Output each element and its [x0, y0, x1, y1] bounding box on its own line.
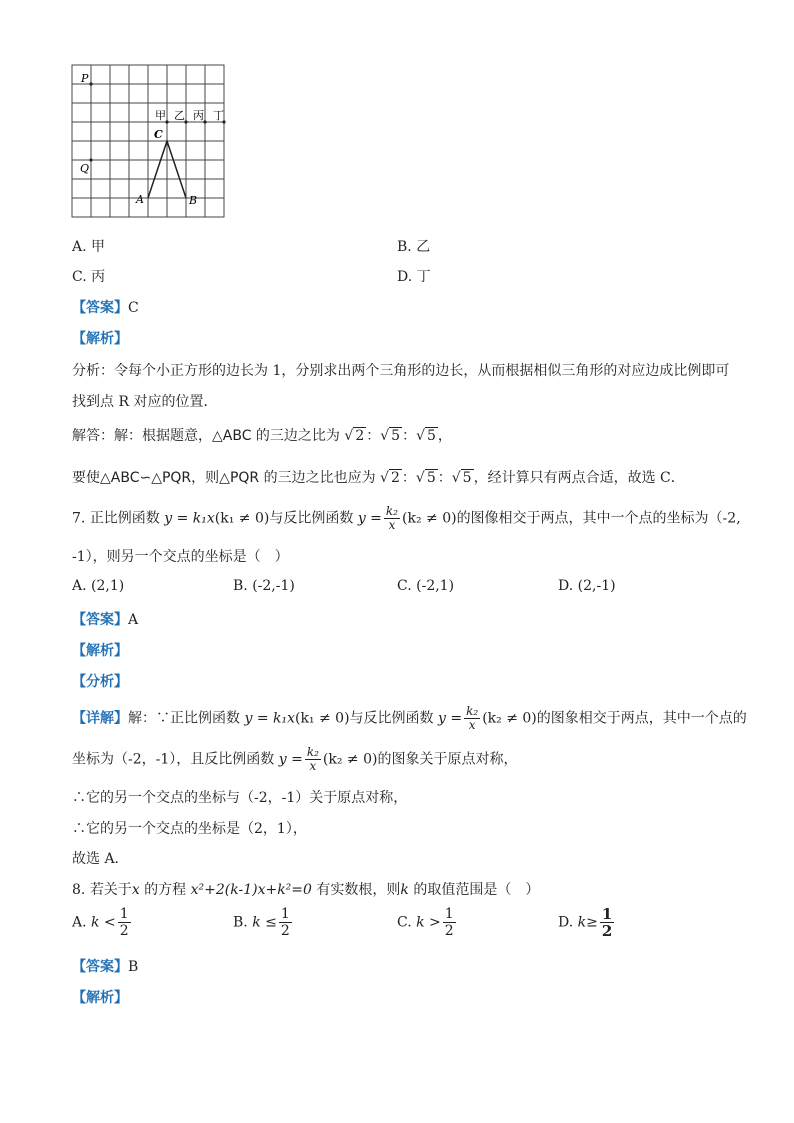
q6-option-c: C. 丙	[72, 269, 106, 285]
point-p	[89, 82, 92, 85]
label-p: P	[81, 72, 89, 85]
q8-stem: 8. 若关于x 的方程 x²+2(k-1)x+k²=0 有实数根，则k 的取值范围是（ ）	[72, 882, 540, 898]
q7-stem-line2: -1），则另一个交点的坐标是（ ）	[72, 549, 289, 565]
q7-line3: ∴它的另一个交点的坐标与（-2，-1）关于原点对称，	[72, 790, 408, 806]
label-a: A	[136, 193, 144, 206]
q7-option-a: A. (2,1)	[72, 578, 125, 594]
q6-analysis-tag: 【解析】	[72, 331, 128, 347]
label-yi: 乙	[174, 109, 185, 122]
q7-option-b: B. (-2,-1)	[233, 578, 295, 594]
grid-figure	[70, 62, 230, 220]
q7-line5: 故选 A．	[72, 851, 129, 867]
q8-answer: 【答案】B	[72, 959, 139, 975]
q7-analysis-tag: 【解析】	[72, 643, 128, 659]
q7-stem-line1: 7. 正比例函数 y = k₁x(k₁ ≠ 0)与反比例函数 y = $\frac{\text{k₂}}{x}$ (k₂ ≠ 0)的图像相交于两点，其中一个点的坐标为（-2,	[72, 504, 741, 532]
label-jia: 甲	[155, 109, 166, 122]
label-ding: 丁	[213, 109, 224, 122]
q6-option-b: B. 乙	[397, 239, 431, 255]
q8-option-a: A. k < $\frac{1}{2}$	[72, 906, 129, 939]
q6-option-a: A. 甲	[72, 239, 106, 255]
q7-answer: 【答案】A	[72, 612, 139, 628]
q7-option-c: C. (-2,1)	[397, 578, 455, 594]
label-q: Q	[80, 162, 90, 175]
q8-analysis-tag: 【解析】	[72, 990, 128, 1006]
label-bing: 丙	[193, 109, 204, 122]
q7-fenxi-tag: 【分析】	[72, 674, 128, 690]
q8-option-b: B. k ≤ $\frac{1}{2}$	[233, 906, 290, 939]
q8-option-c: C. k > $\frac{1}{2}$	[397, 906, 454, 939]
q8-option-d: D. k≥ $\frac{1}{2}$	[558, 905, 613, 940]
q7-detail-line1: 【详解】解：∵正比例函数 y = k₁x(k₁ ≠ 0)与反比例函数 y = $\frac{\text{k₂}}{x}$ (k₂ ≠ 0)的图象相交于两点，其中一个点的	[72, 704, 747, 732]
q6-fenxi-line2: 找到点 R 对应的位置．	[72, 394, 218, 410]
q6-yaoshi-line: 要使△ABC∽△PQR，则△PQR 的三边之比也应为 √ 2 ：√ 5 ：√ 5 ，经计算只有两点合适，故选 C．	[72, 470, 685, 486]
q7-line4: ∴它的另一个交点的坐标是（2，1），	[72, 821, 307, 837]
q7-option-d: D. (2,-1)	[558, 578, 616, 594]
label-c: C	[154, 128, 163, 141]
point-q	[89, 158, 92, 161]
q7-detail-line2: 坐标为（-2，-1），且反比例函数 y = $\frac{\text{k₂}}{x}$ (k₂ ≠ 0)的图象关于原点对称，	[72, 745, 518, 773]
q6-answer: 【答案】C	[72, 300, 139, 316]
label-b: B	[189, 194, 198, 207]
q6-option-d: D. 丁	[397, 269, 431, 285]
q6-fenxi-line1: 分析：令每个小正方形的边长为 1，分别求出两个三角形的边长，从而根据相似三角形的对应边成比例即可	[72, 363, 730, 379]
q6-jieda-line: 解答：解：根据题意，△ABC 的三边之比为 √ 2 ：√ 5 ：√ 5 ，	[72, 428, 452, 444]
grid-lines	[72, 65, 224, 217]
